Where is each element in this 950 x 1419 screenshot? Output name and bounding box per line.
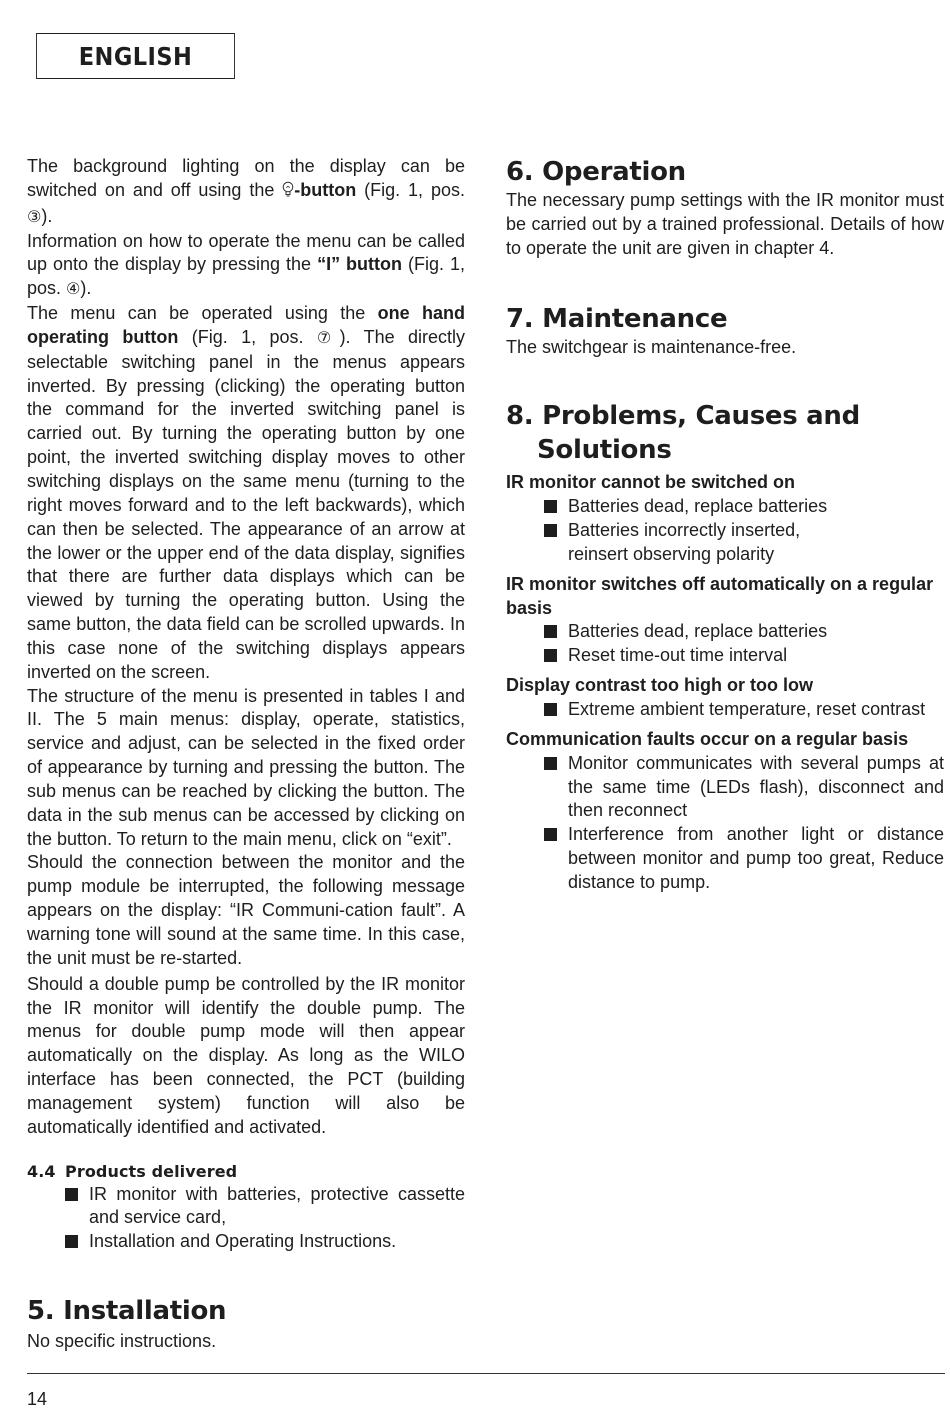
solutions-list [506,495,944,567]
list-item: Interference from another light or distance between monitor and pump too great, Reduce distance to pump. [544,823,944,895]
problem-title: IR monitor cannot be switched on [506,472,796,493]
list-item: Batteries dead, replace batteries [544,620,944,644]
list-item: Batteries dead, replace batteries [544,495,944,519]
installation-section [27,1294,465,1354]
problem-group [506,471,944,566]
paragraph-backlight: The background lighting on the display can be switched on and off using the -button (Fig. 1, pos. ③). [27,156,465,226]
solutions-list [506,698,944,722]
problem-title: Communication faults occur on a regular basis [506,728,909,749]
list-item: IR monitor with batteries, protective cassette and service card, [65,1183,465,1231]
installation-heading: 5. Installation [27,1296,227,1326]
list-item: Extreme ambient temperature, reset contrast [544,698,944,722]
problem-title: IR monitor switches off automatically on a regular basis [506,573,934,618]
list-item: Reset time-out time interval [544,644,944,668]
operation-text: The necessary pump settings with the IR monitor must be carried out by a trained professional. Details of how to operate the unit are given in chapter 4. [506,190,944,258]
paragraph-double-pump: Should a double pump be controlled by the IR monitor the IR monitor will identify the double pump. The menus for double pump mode will then appear automatically on the display. As long as the WILO interface has been connected, the PCT (building management system) function will also be automatically identified and activated. [27,973,465,1137]
list-item: Batteries incorrectly inserted, reinsert observing polarity [544,519,944,567]
right-column [506,155,944,895]
solutions-list [506,620,944,668]
operation-heading: 6. Operation [506,157,686,187]
solutions-list [506,752,944,895]
products-list [27,1183,465,1255]
problem-title: Display contrast too high or too low [506,675,814,696]
page-number: 14 [27,1389,48,1409]
problem-group [506,674,944,722]
paragraph-connection-fault: Should the connection between the monitor and the pump module be interrupted, the following message appears on the display: “IR Communi-cation fault”. A warning tone will sound at the same time. In this case, the unit must be re-started. [27,852,465,968]
lightbulb-icon [282,181,294,205]
list-item: Installation and Operating Instructions. [65,1230,465,1254]
installation-text: No specific instructions. [27,1331,217,1351]
paragraph-operating-button: The menu can be operated using the one hand operating button (Fig. 1, pos. ⑦). The directly selectable switching panel in the menus appears inverted. By pressing (clicking) the operating button the command for the inverted switching panel is carried out. By turning the operating button by one point, the inverted switching display moves to other switching displays on the same menu (turning to the right moves forward and to the left backwards), which can then be selected. The appearance of an arrow at the lower or the upper end of the data display, signifies that there are further data displays which can be viewed by turning the operating button. Using the same button, the data field can be scrolled upwards. In this case none of the switching displays appears inverted on the screen. [27,303,465,682]
problems-heading: 8. Problems, Causes and Solutions [506,401,860,466]
maintenance-heading: 7. Maintenance [506,303,728,334]
products-delivered-heading: 4.4 Products delivered [27,1161,238,1181]
paragraph-menu-structure: The structure of the menu is presented in tables I and II. The 5 main menus: display, operate, statistics, service and adjust, can be selected in the fixed order of appearance by turning and pressing the button. The sub menus can be reached by clicking the button. The data in the sub menus can be accessed by clicking on the button. To return to the main menu, click on “exit”. [27,685,465,849]
problem-group [506,573,944,668]
footer-divider [27,1373,945,1374]
paragraph-info-button: Information on how to operate the menu can be called up onto the display by pressing the “I” button (Fig. 1, pos. ④). [27,230,465,299]
left-column [27,155,465,1254]
maintenance-text: The switchgear is maintenance-free. [506,336,797,357]
language-label: ENGLISH [36,33,235,79]
problem-group [506,728,944,895]
list-item: Monitor communicates with several pumps at the same time (LEDs flash), disconnect and then reconnect [544,752,944,824]
